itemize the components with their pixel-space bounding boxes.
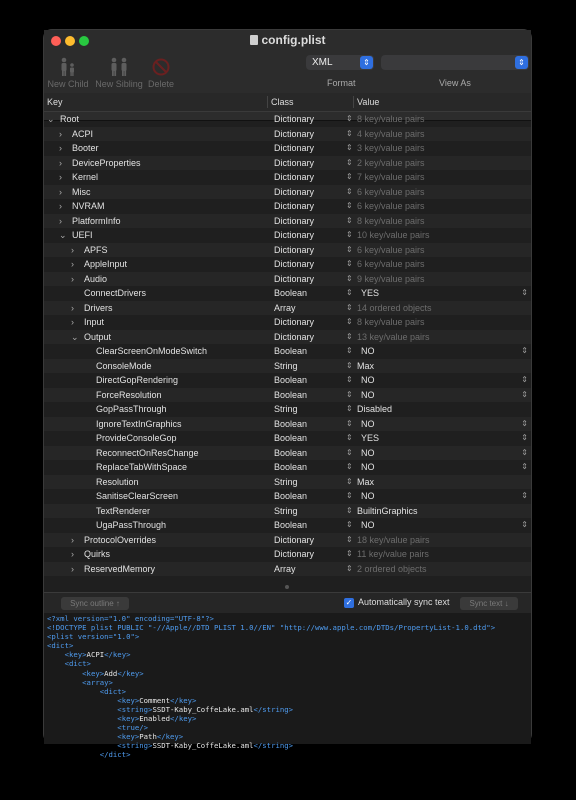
row-value[interactable]: 7 key/value pairs [357,172,425,182]
xml-tag: <key> [117,695,140,705]
row-class[interactable]: Array [274,563,296,574]
xml-line [47,732,528,741]
row-key[interactable]: Input [84,317,105,327]
outline-row[interactable] [44,214,531,229]
class-stepper-icon[interactable]: ⇕ [346,157,353,167]
row-key[interactable]: Output [84,331,112,342]
row-value[interactable]: Disabled [357,404,393,414]
xml-line [47,650,528,659]
row-key[interactable]: UEFI [72,230,93,240]
outline-row[interactable] [44,301,531,316]
xml-tag: </key> [170,714,197,724]
row-key[interactable]: ReconnectOnResChange [96,447,199,458]
row-value[interactable]: 6 key/value pairs [357,201,425,211]
row-value[interactable]: 9 key/value pairs [357,273,425,284]
row-value[interactable]: 10 key/value pairs [357,230,430,240]
chevron-down-icon[interactable]: ⌄ [59,230,67,240]
row-class[interactable]: Dictionary [274,114,315,124]
outline-row[interactable] [44,547,531,562]
class-stepper-icon[interactable]: ⇕ [346,215,353,225]
xml-line [47,641,528,650]
row-value[interactable]: 3 key/value pairs [357,143,425,153]
xml-indent [47,750,100,759]
xml-text: Path [139,732,157,742]
row-value[interactable]: 6 key/value pairs [357,244,425,255]
class-stepper-icon[interactable]: ⇕ [346,360,353,370]
chevron-right-icon[interactable]: › [59,172,62,182]
xml-tag: </key> [156,732,184,742]
row-class[interactable]: Dictionary [274,186,315,197]
outline-row[interactable] [44,489,531,504]
plist-editor-window [43,29,532,760]
class-stepper-icon[interactable]: ⇕ [346,273,353,283]
outline-row[interactable] [44,359,531,374]
class-stepper-icon[interactable]: ⇕ [346,346,353,355]
class-stepper-icon[interactable]: ⇕ [346,520,353,529]
outline-row[interactable] [44,185,531,200]
outline-row[interactable] [44,446,531,461]
xml-tag: <!DOCTYPE plist PUBLIC "-//Apple//DTD PLIST 1.0//EN" "http://www.apple.com/DTDs/PropertyList-1.0.dtd"> [47,623,496,633]
xml-text: Add [104,668,118,678]
xml-line [47,741,528,750]
row-value[interactable]: BuiltinGraphics [357,505,418,516]
row-key[interactable]: Kernel [72,172,99,182]
row-value[interactable]: 2 ordered objects [357,563,427,574]
outline-row[interactable] [44,417,531,432]
xml-tag: </string> [253,741,294,751]
xml-text: Enabled [139,714,171,724]
row-class[interactable]: Dictionary [274,128,315,139]
row-class[interactable]: Boolean [274,520,308,530]
outline-row[interactable] [44,373,531,388]
xml-indent [47,687,100,696]
row-class[interactable]: Dictionary [274,157,315,168]
chevron-right-icon[interactable]: › [71,549,74,559]
row-class[interactable]: Dictionary [274,331,315,342]
row-class[interactable]: Array [274,302,296,313]
xml-tag: <?xml version="1.0" encoding="UTF-8"?> [47,614,214,623]
row-value[interactable]: 18 key/value pairs [357,534,430,545]
format-select[interactable] [306,55,374,70]
outline-column-header [44,93,531,112]
row-class[interactable]: Boolean [274,491,308,501]
sync-bar [44,592,531,613]
class-stepper-icon[interactable]: ⇕ [346,186,353,196]
class-stepper-icon[interactable]: ⇕ [346,230,353,239]
row-value[interactable]: 8 key/value pairs [357,317,425,327]
class-stepper-icon[interactable]: ⇕ [346,389,353,399]
row-value[interactable]: YES [361,433,380,443]
xml-tag: <dict> [99,686,127,696]
outline-row[interactable] [44,315,531,330]
xml-tag: <array> [82,677,113,687]
chevron-down-icon[interactable]: ⌄ [71,331,79,342]
xml-tag: </dict> [99,750,131,760]
xml-line [47,669,528,678]
row-value[interactable]: Max [357,360,375,371]
outline-row[interactable] [44,127,531,142]
row-class[interactable]: Boolean [274,375,308,385]
xml-text: ACPI [86,650,105,660]
document-icon [250,35,258,45]
delete-label: Delete [147,79,174,89]
class-stepper-icon[interactable]: ⇕ [346,375,353,384]
row-key[interactable]: AppleInput [84,259,128,269]
row-value[interactable]: NO [361,418,375,429]
xml-indent [47,714,117,723]
xml-line [47,659,528,668]
row-class[interactable]: Boolean [274,346,308,356]
outline-view [44,112,531,576]
class-stepper-icon[interactable]: ⇕ [346,549,353,558]
value-popup-chevron-icon[interactable]: ⇕ [521,462,528,471]
xml-tag: <string> [117,741,153,751]
class-stepper-icon[interactable]: ⇕ [346,418,353,428]
outline-row[interactable] [44,402,531,417]
class-stepper-icon[interactable]: ⇕ [346,201,353,210]
new-child-button[interactable] [45,55,91,89]
class-stepper-icon[interactable]: ⇕ [346,259,353,268]
row-key[interactable]: PlatformInfo [72,215,121,226]
row-value[interactable]: 13 key/value pairs [357,331,430,342]
xml-text-editor[interactable] [44,613,531,760]
class-stepper-icon[interactable]: ⇕ [346,172,353,181]
row-key[interactable]: Root [60,114,80,124]
chevron-updown-icon: ⇕ [360,56,373,69]
outline-row[interactable] [44,199,531,214]
row-value[interactable]: 2 key/value pairs [357,157,425,168]
xml-line [47,687,528,696]
row-value[interactable]: YES [361,288,380,298]
xml-indent [47,669,82,678]
chevron-down-icon[interactable]: ⌄ [47,114,55,124]
row-key[interactable]: ClearScreenOnModeSwitch [96,346,208,356]
outline-row[interactable] [44,170,531,185]
chevron-right-icon[interactable]: › [71,317,74,327]
outline-row[interactable] [44,286,531,301]
row-class[interactable]: Boolean [274,288,308,298]
row-value[interactable]: NO [361,375,375,385]
class-stepper-icon[interactable]: ⇕ [346,244,353,254]
row-value[interactable]: 14 ordered objects [357,302,432,313]
row-class[interactable]: String [274,476,298,487]
xml-line [47,678,528,687]
row-key[interactable]: SanitiseClearScreen [96,491,179,501]
xml-tag: </key> [170,695,197,705]
chevron-right-icon[interactable]: › [71,534,74,545]
outline-row[interactable] [44,141,531,156]
row-value[interactable]: NO [361,520,375,530]
xml-tag: <plist version="1.0"> [47,632,140,642]
class-stepper-icon[interactable]: ⇕ [346,302,353,312]
row-value[interactable]: NO [361,462,375,472]
sync-outline-button[interactable]: Sync outline ↑ [61,597,129,610]
outline-row[interactable] [44,431,531,446]
xml-line [47,750,528,759]
row-class[interactable]: Dictionary [274,244,315,255]
chevron-right-icon[interactable]: › [71,244,74,255]
xml-indent [47,696,117,705]
outline-row[interactable] [44,504,531,519]
xml-indent [47,705,117,714]
class-stepper-icon[interactable]: ⇕ [346,288,353,297]
format-select-value: XML [312,57,333,68]
row-key[interactable]: Audio [84,273,108,284]
new-sibling-label: New Sibling [95,79,143,89]
value-popup-chevron-icon[interactable]: ⇕ [521,447,528,457]
xml-line [47,723,528,732]
outline-row[interactable] [44,388,531,403]
row-class[interactable]: String [274,505,298,516]
column-header-class[interactable]: Class [271,97,294,107]
class-stepper-icon[interactable]: ⇕ [346,462,353,471]
sync-text-button[interactable]: Sync text ↓ [460,597,518,610]
row-class[interactable]: String [274,360,298,371]
row-key[interactable]: UgaPassThrough [96,520,167,530]
split-view-handle[interactable] [285,585,289,589]
xml-line [47,632,528,641]
chevron-right-icon[interactable]: › [59,143,62,153]
xml-text: SSDT-Kaby_CoffeLake.aml [152,704,254,714]
row-class[interactable]: Dictionary [274,273,315,284]
xml-tag: </string> [253,704,294,714]
row-key[interactable]: Booter [72,143,99,153]
row-value[interactable]: Max [357,476,375,487]
chevron-right-icon[interactable]: › [59,128,62,139]
row-key[interactable]: ProvideConsoleGop [96,433,177,443]
row-key[interactable]: DirectGopRendering [96,375,179,385]
outline-row[interactable] [44,272,531,287]
xml-line [47,705,528,714]
chevron-right-icon[interactable]: › [71,302,74,313]
class-stepper-icon[interactable]: ⇕ [346,563,353,573]
xml-line [47,714,528,723]
row-class[interactable]: Dictionary [274,317,315,327]
value-popup-chevron-icon[interactable]: ⇕ [521,433,528,442]
outline-row[interactable] [44,562,531,577]
row-key[interactable]: ACPI [72,128,94,139]
outline-row[interactable] [44,475,531,490]
chevron-right-icon[interactable]: › [59,157,62,168]
xml-text: SSDT-Kaby_CoffeLake.aml [152,741,254,751]
delete-button[interactable] [138,55,184,89]
chevron-right-icon[interactable]: › [71,273,74,284]
xml-text: Comment [139,695,171,705]
xml-indent [47,732,117,741]
class-stepper-icon[interactable]: ⇕ [346,331,353,341]
row-key[interactable]: DeviceProperties [72,157,141,168]
class-stepper-icon[interactable]: ⇕ [346,505,353,515]
xml-line [47,614,528,623]
row-class[interactable]: Boolean [274,433,308,443]
xml-indent [47,741,117,750]
row-value[interactable]: 11 key/value pairs [357,549,429,559]
value-popup-chevron-icon[interactable]: ⇕ [521,288,528,297]
xml-indent [47,723,117,732]
new-child-icon [45,55,91,77]
outline-row[interactable] [44,533,531,548]
delete-icon [138,55,184,77]
view-as-select[interactable] [381,55,529,70]
row-value[interactable]: NO [361,389,375,400]
row-key[interactable]: Misc [72,186,91,197]
format-label: Format [327,78,356,88]
value-popup-chevron-icon[interactable]: ⇕ [521,418,528,428]
row-value[interactable]: 8 key/value pairs [357,215,425,226]
xml-tag: <dict> [47,641,74,651]
xml-tag: <true/> [117,723,149,733]
class-stepper-icon[interactable]: ⇕ [346,476,353,486]
outline-row[interactable] [44,257,531,272]
row-key[interactable]: TextRenderer [96,505,151,516]
column-divider[interactable] [267,96,268,108]
xml-indent [47,678,82,687]
row-value[interactable]: NO [361,346,375,356]
row-class[interactable]: Dictionary [274,549,315,559]
xml-tag: </key> [117,668,144,678]
xml-tag: </key> [104,650,131,660]
xml-tag: <key> [64,650,87,660]
chevron-right-icon[interactable]: › [71,259,74,269]
row-key[interactable]: Quirks [84,549,111,559]
xml-indent [47,659,65,668]
row-value[interactable]: 8 key/value pairs [357,114,425,124]
xml-indent [47,650,65,659]
chevron-right-icon[interactable]: › [59,201,62,211]
class-stepper-icon[interactable]: ⇕ [346,491,353,500]
row-value[interactable]: NO [361,491,375,501]
chevron-right-icon[interactable]: › [71,563,74,574]
row-key[interactable]: ProtocolOverrides [84,534,157,545]
row-class[interactable]: Dictionary [274,534,315,545]
row-key[interactable]: NVRAM [72,201,105,211]
class-stepper-icon[interactable]: ⇕ [346,128,353,138]
row-key[interactable]: ReplaceTabWithSpace [96,462,188,472]
row-key[interactable]: ForceResolution [96,389,162,400]
outline-row[interactable] [44,112,531,127]
xml-tag: <key> [117,714,140,724]
value-popup-chevron-icon[interactable]: ⇕ [521,389,528,399]
row-class[interactable]: Boolean [274,389,308,400]
row-class[interactable]: Boolean [274,418,308,429]
row-key[interactable]: ConsoleMode [96,360,152,371]
chevron-updown-icon: ⇕ [515,56,528,69]
outline-row[interactable] [44,243,531,258]
outline-row[interactable] [44,156,531,171]
row-key[interactable]: IgnoreTextInGraphics [96,418,182,429]
row-class[interactable]: Dictionary [274,230,315,240]
xml-tag: <string> [117,704,153,714]
row-class[interactable]: Dictionary [274,172,315,182]
class-stepper-icon[interactable]: ⇕ [346,404,353,413]
row-class[interactable]: Dictionary [274,259,315,269]
window-title-text: config.plist [261,33,326,47]
column-header-key[interactable]: Key [47,97,63,107]
class-stepper-icon[interactable]: ⇕ [346,114,353,123]
row-class[interactable]: Boolean [274,447,308,458]
view-as-label: View As [439,78,471,88]
row-class[interactable]: Dictionary [274,143,315,153]
outline-row[interactable] [44,330,531,345]
row-value[interactable]: 6 key/value pairs [357,186,425,197]
row-class[interactable]: Boolean [274,462,308,472]
outline-row[interactable] [44,518,531,533]
xml-tag: <dict> [64,659,91,669]
new-child-label: New Child [47,79,89,89]
row-key[interactable]: GopPassThrough [96,404,167,414]
row-class[interactable]: Dictionary [274,201,315,211]
value-popup-chevron-icon[interactable]: ⇕ [521,346,528,355]
row-class[interactable]: String [274,404,298,414]
row-key[interactable]: APFS [84,244,108,255]
class-stepper-icon[interactable]: ⇕ [346,433,353,442]
row-value[interactable]: NO [361,447,375,458]
window-title [44,33,531,47]
auto-sync-label: Automatically sync text [358,597,450,607]
class-stepper-icon[interactable]: ⇕ [346,447,353,457]
value-popup-chevron-icon[interactable]: ⇕ [521,491,528,500]
outline-row[interactable] [44,460,531,475]
row-key[interactable]: Resolution [96,476,139,487]
row-key[interactable]: ReservedMemory [84,563,156,574]
outline-row[interactable] [44,228,531,243]
class-stepper-icon[interactable]: ⇕ [346,143,353,152]
row-key[interactable]: ConnectDrivers [84,288,147,298]
xml-line [47,696,528,705]
xml-tag: <key> [117,732,140,742]
row-class[interactable]: Dictionary [274,215,315,226]
class-stepper-icon[interactable]: ⇕ [346,534,353,544]
class-stepper-icon[interactable]: ⇕ [346,317,353,326]
new-sibling-button[interactable] [94,55,144,89]
value-popup-chevron-icon[interactable]: ⇕ [521,375,528,384]
auto-sync-checkbox[interactable]: ✓ [345,598,353,607]
chevron-right-icon[interactable]: › [59,186,62,197]
column-divider[interactable] [353,96,354,108]
xml-tag: <key> [82,668,105,678]
value-popup-chevron-icon[interactable]: ⇕ [521,520,528,529]
chevron-right-icon[interactable]: › [59,215,62,226]
row-key[interactable]: Drivers [84,302,113,313]
outline-row[interactable] [44,344,531,359]
new-sibling-icon [94,55,144,77]
xml-line [47,623,528,632]
row-value[interactable]: 4 key/value pairs [357,128,425,139]
column-header-value[interactable]: Value [357,97,380,107]
row-value[interactable]: 6 key/value pairs [357,259,425,269]
